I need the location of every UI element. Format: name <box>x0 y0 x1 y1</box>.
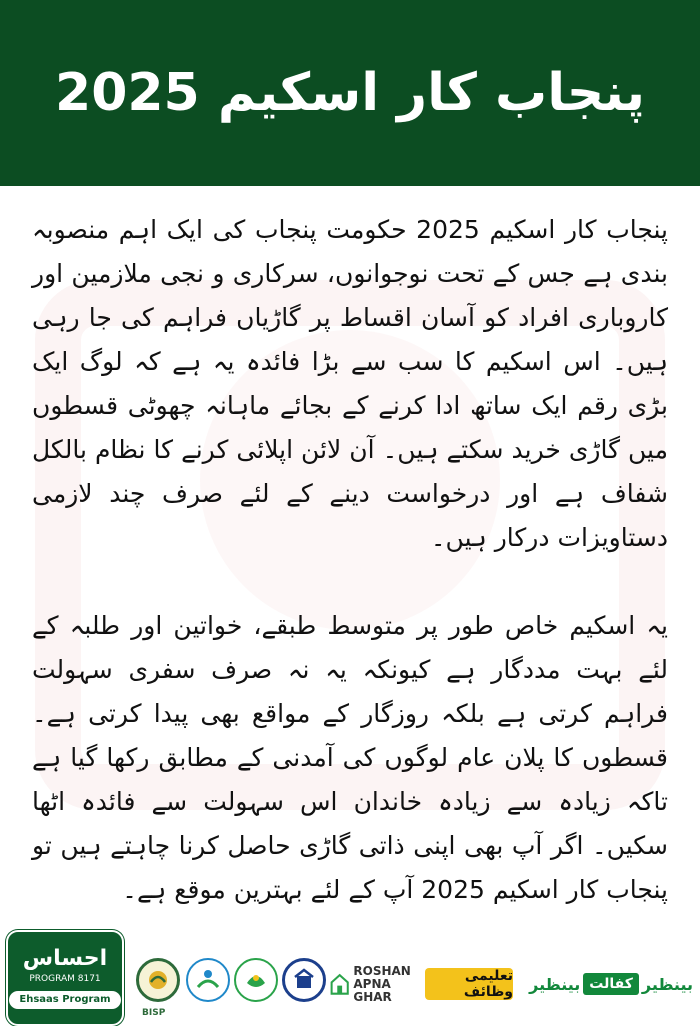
paragraph-intro: پنجاب کار اسکیم 2025 حکومت پنجاب کی ایک اہم منصوبہ بندی ہے جس کے تحت نوجوانوں، سرکاری و نجی ملازمین اور کاروباری افراد کو آسان اقساط پر گاڑیاں فراہم کی جا رہی ہیں۔ اس اسکیم کا سب سے بڑا فائدہ یہ ہے کہ لوگ ایک بڑی رقم ایک ساتھ ادا کرنے کے بجائے ماہانہ چھوٹی قسطوں میں گاڑی خرید سکتے ہیں۔ آن لائن اپلائی کرنے کا نظام بالکل شفاف ہے اور درخواست دینے کے لئے صرف چند لازمی دستاویزات درکار ہیں۔ <box>32 215 668 552</box>
taleemi-wazaif-badge: تعلیمی وظائف <box>425 968 513 1000</box>
benazir-text-right: بینظیر <box>641 974 693 994</box>
header-banner <box>0 0 700 186</box>
footer-logo-strip <box>0 924 700 1024</box>
roshan-line1: ROSHAN <box>353 963 411 978</box>
sehat-logo-icon <box>234 958 278 1002</box>
bisp-logo-icon <box>136 958 180 1002</box>
ehsaas-logo <box>6 930 124 1026</box>
bisp-label: BISP <box>142 1008 166 1018</box>
article-body <box>32 208 668 912</box>
kafalat-tag: کفالت <box>583 973 639 995</box>
ehsaas-program-code: PROGRAM 8171 <box>29 974 101 984</box>
benazir-kafalat-logo <box>518 968 696 1000</box>
page-title: پنجاب کار اسکیم 2025 <box>55 63 645 123</box>
roshan-apna-ghar-logo <box>330 964 418 1004</box>
benazir-text-left: بینظیر <box>529 974 581 994</box>
paragraph-benefits: یہ اسکیم خاص طور پر متوسط طبقے، خواتین اور طلبہ کے لئے بہت مددگار ہے کیونکہ یہ نہ صرف سفری سہولت فراہم کرتی ہے بلکہ روزگار کے مواقع بھی پیدا کرتی ہے۔ قسطوں کا پلان عام لوگوں کی آمدنی کے مطابق رکھا گیا ہے تاکہ زیادہ سے زیادہ خاندان اس سہولت سے فائدہ اٹھا سکیں۔ اگر آپ بھی اپنی ذاتی گاڑی حاصل کرنا چاہتے ہیں تو پنجاب کار اسکیم 2025 آپ کے لئے بہترین موقع ہے۔ <box>32 611 668 904</box>
ehsaas-program-pill: Ehsaas Program <box>9 991 120 1009</box>
health-logo-icon <box>186 958 230 1002</box>
roshan-house-icon <box>330 970 349 998</box>
ehsaas-mark-text: احساس <box>22 946 108 971</box>
roshan-line2: APNA GHAR <box>353 976 392 1004</box>
